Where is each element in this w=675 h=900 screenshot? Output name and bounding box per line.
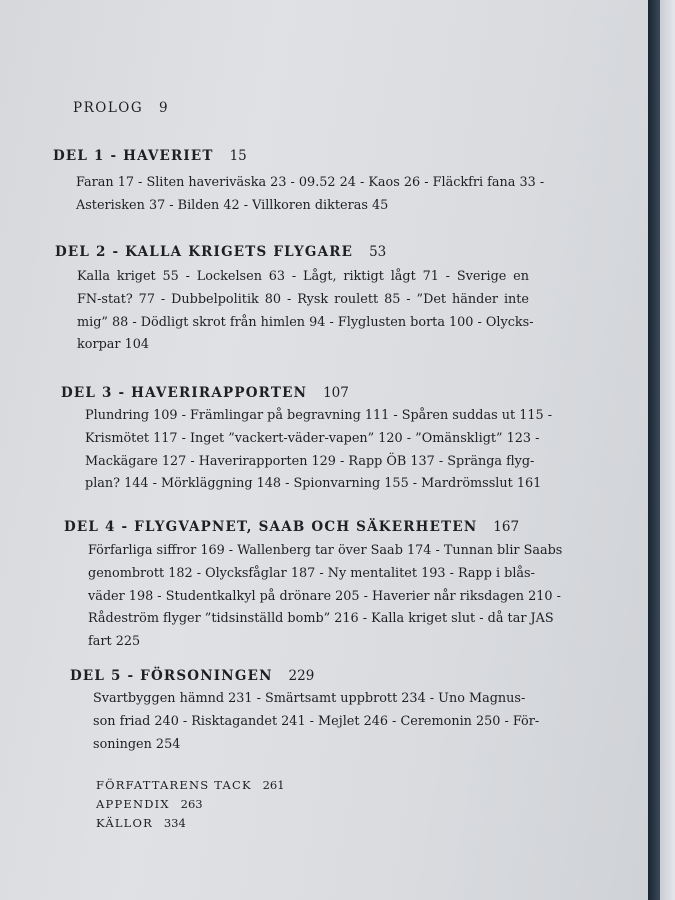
section-heading-del-3 [61,385,349,401]
entry-line: Faran 17 - Sliten haveriväska 23 - 09.52 24 - Kaos 26 - Fläckfri fana 33 - [76,175,545,190]
entry-line: mig” 88 - Dödligt skrot från himlen 94 - Flyglusten borta 100 - Olycks- [77,314,534,330]
entry-line: Kalla kriget 55 - Lockelsen 63 - Lågt, riktigt lågt 71 - Sverige en [77,269,529,284]
back-matter-item [96,795,285,814]
entry-line: Rådeström flyger ”tidsinställd bomb” 216 - Kalla kriget slut - då tar JAS [88,611,554,627]
back-matter-list [96,776,285,833]
section-title: DEL 3 - HAVERIRAPPORTEN [61,385,308,401]
back-matter-page: 263 [180,797,203,811]
section-heading-del-4 [64,519,519,535]
section-entries-del-1 [76,172,545,218]
back-matter-title: FÖRFATTARENS TACK [96,778,252,792]
entry-line: Krismötet 117 - Inget ”vackert-väder-vapen” 120 - ”Omänskligt” 123 - [85,430,540,446]
section-entries-del-4 [88,540,563,654]
section-title: DEL 1 - HAVERIET [53,148,214,164]
section-page-number: 229 [288,668,315,684]
entry-line: Mackägare 127 - Haverirapporten 129 - Rapp ÖB 137 - Spränga flyg- [85,453,535,469]
entry-line: Förfarliga siffror 169 - Wallenberg tar över Saab 174 - Tunnan blir Saabs [88,543,563,558]
entry-line: fart 225 [88,634,141,650]
section-title: DEL 5 - FÖRSONINGEN [70,668,273,684]
section-title: DEL 4 - FLYGVAPNET, SAAB OCH SÄKERHETEN [64,519,478,535]
section-entries-del-5 [93,688,540,756]
back-matter-title: KÄLLOR [96,816,153,830]
section-heading-del-5 [70,668,314,684]
back-matter-item [96,814,285,833]
section-heading-del-2 [55,244,386,260]
section-page-number: 167 [493,519,520,535]
entry-line: FN-stat? 77 - Dubbelpolitik 80 - Rysk roulett 85 - ”Det händer inte [77,291,529,307]
back-matter-page: 261 [262,778,285,792]
section-entries-del-3 [85,405,553,496]
entry-line: genombrott 182 - Olycksfåglar 187 - Ny mentalitet 193 - Rapp i blås- [88,565,535,581]
entry-line: soningen 254 [93,736,181,752]
section-heading-del-1 [53,148,247,164]
prolog-title: PROLOG [73,100,144,116]
entry-line: Svartbyggen hämnd 231 - Smärtsamt uppbrott 234 - Uno Magnus- [93,691,526,706]
entry-line: Asterisken 37 - Bilden 42 - Villkoren dikteras 45 [76,197,389,213]
section-page-number: 15 [229,148,247,164]
section-page-number: 107 [323,385,349,401]
section-page-number: 53 [369,244,387,260]
back-matter-item [96,776,285,795]
book-cover-edge [660,0,675,900]
entry-line: plan? 144 - Mörkläggning 148 - Spionvarning 155 - Mardrömsslut 161 [85,476,542,492]
toc-prolog [73,100,168,116]
back-matter-page: 334 [163,816,186,830]
book-spine-edge [648,0,660,900]
entry-line: son friad 240 - Risktagandet 241 - Mejlet 246 - Ceremonin 250 - För- [93,713,540,729]
entry-line: korpar 104 [77,337,150,353]
section-title: DEL 2 - KALLA KRIGETS FLYGARE [55,244,354,260]
section-entries-del-2 [77,266,534,357]
entry-line: Plundring 109 - Främlingar på begravning 111 - Spåren suddas ut 115 - [85,408,553,423]
entry-line: väder 198 - Studentkalkyl på drönare 205 - Haverier når riksdagen 210 - [88,588,561,604]
back-matter-title: APPENDIX [96,797,170,811]
prolog-page-number: 9 [158,100,168,116]
